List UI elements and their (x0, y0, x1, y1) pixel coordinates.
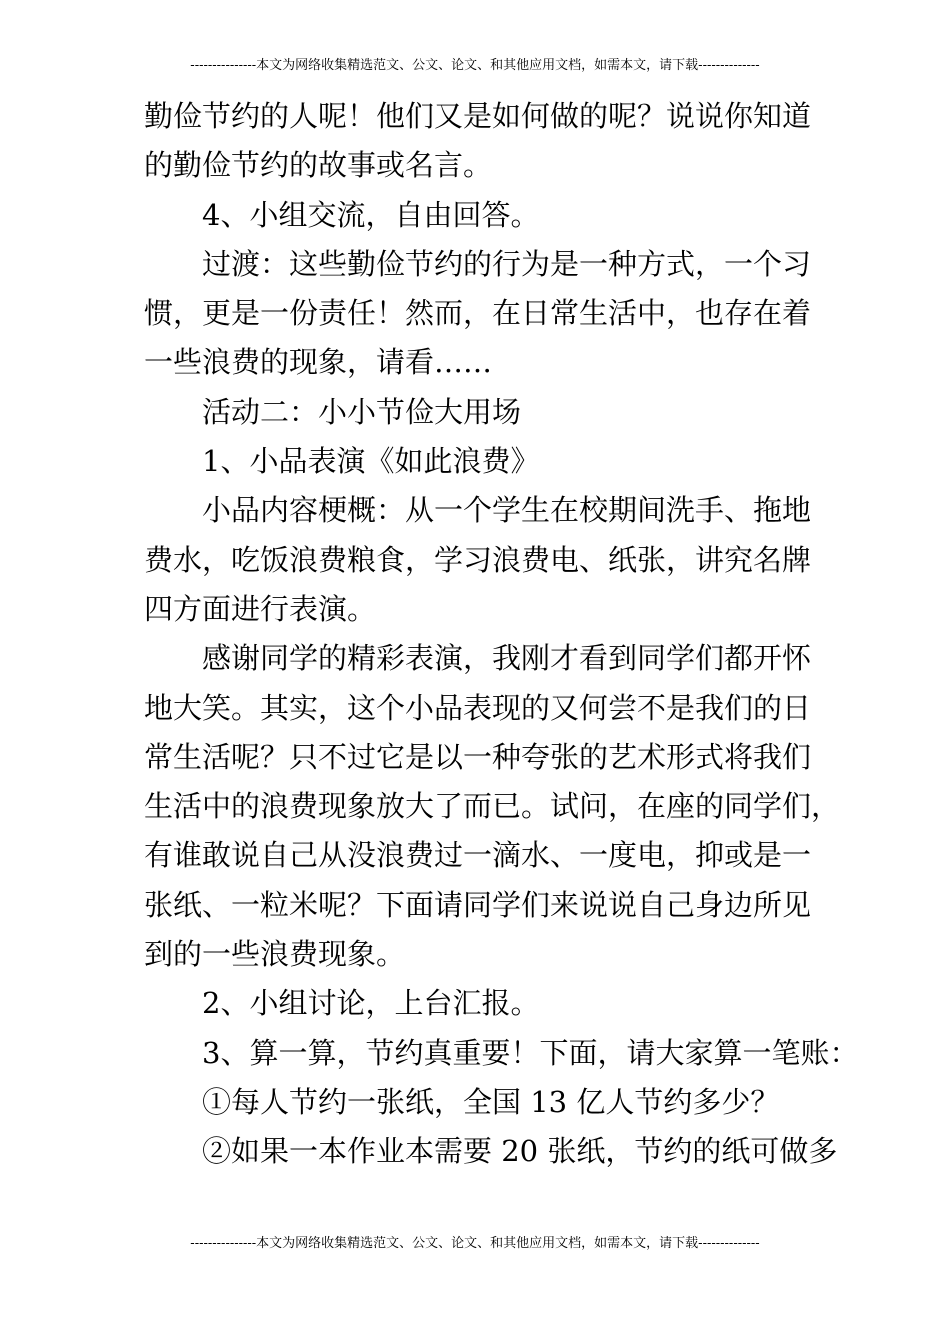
text-line: ①每人节约一张纸，全国 13 亿人节约多少？ (202, 1084, 780, 1119)
text-line: 的勤俭节约的故事或名言。 (144, 148, 493, 183)
text-line: 2、小组讨论，上台汇报。 (202, 986, 540, 1021)
text-line: 3、算一算，节约真重要！下面，请大家算一笔账： (202, 1035, 859, 1070)
text-line: 生活中的浪费现象放大了而已。试问，在座的同学们， (144, 789, 841, 824)
text-line: 惯，更是一份责任！然而，在日常生活中，也存在着 (144, 296, 812, 331)
text-line: 常生活呢？只不过它是以一种夸张的艺术形式将我们 (144, 739, 812, 774)
page-header: ---------------本文为网络收集精选范文、公文、论文、和其他应用文档，如需本文，请下载-------------- (190, 58, 760, 73)
text-line: 感谢同学的精彩表演，我刚才看到同学们都开怀 (202, 641, 812, 676)
page-footer: ---------------本文为网络收集精选范文、公文、论文、和其他应用文档，如需本文，请下载-------------- (190, 1236, 760, 1251)
text-line: 小品内容梗概：从一个学生在校期间洗手、拖地 (202, 493, 812, 528)
text-line: 过渡：这些勤俭节约的行为是一种方式，一个习 (202, 246, 812, 281)
text-line: 到的一些浪费现象。 (144, 937, 406, 972)
text-line: 有谁敢说自己从没浪费过一滴水、一度电，抑或是一 (144, 838, 812, 873)
text-line: 1、小品表演《如此浪费》 (202, 444, 540, 479)
text-line: 4、小组交流，自由回答。 (202, 197, 540, 232)
text-line: 地大笑。其实，这个小品表现的又何尝不是我们的日 (144, 690, 812, 725)
section-heading: 活动二：小小节俭大用场 (202, 394, 522, 429)
text-line: 张纸、一粒米呢？下面请同学们来说说自己身边所见 (144, 887, 812, 922)
text-line: 勤俭节约的人呢！他们又是如何做的呢？说说你知道 (144, 99, 812, 133)
text-line: 四方面进行表演。 (144, 591, 377, 626)
text-line: 一些浪费的现象，请看…… (144, 345, 493, 380)
text-line: 费水，吃饭浪费粮食，学习浪费电、纸张，讲究名牌 (144, 542, 812, 577)
text-line: ②如果一本作业本需要 20 张纸，节约的纸可做多 (202, 1134, 838, 1169)
document-body (144, 92, 859, 1177)
